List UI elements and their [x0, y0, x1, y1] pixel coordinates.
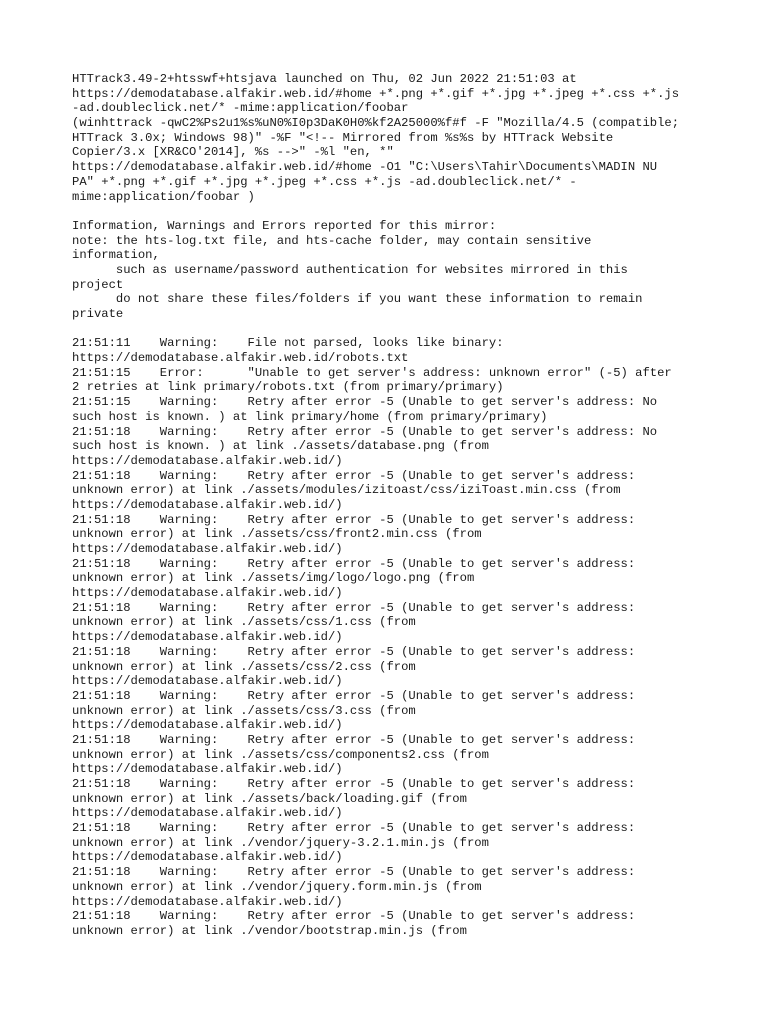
- log-line: -ad.doubleclick.net/* -mime:application/foobar: [72, 101, 409, 116]
- log-line: Copier/3.x [XR&CO'2014], %s -->" -%l "en, *": [72, 145, 394, 160]
- log-line: private: [72, 307, 124, 321]
- log-line: unknown error) at link ./vendor/bootstrap.min.js (from: [72, 923, 467, 938]
- log-line: 21:51:18 Warning: Retry after error -5 (Unable to get server's address: No: [72, 424, 658, 439]
- log-line: https://demodatabase.alfakir.web.id/): [72, 497, 343, 512]
- log-line: 21:51:18 Warning: Retry after error -5 (Unable to get server's address:: [72, 468, 636, 483]
- log-line: unknown error) at link ./vendor/jquery-3.2.1.min.js (from: [72, 835, 489, 850]
- log-line: https://demodatabase.alfakir.web.id/robots.txt: [72, 351, 409, 366]
- log-line: note: the hts-log.txt file, and hts-cache folder, may contain sensitive: [72, 233, 592, 248]
- log-line: https://demodatabase.alfakir.web.id/): [72, 453, 343, 468]
- log-line: https://demodatabase.alfakir.web.id/#home +*.png +*.gif +*.jpg +*.jpeg +*.css +*.js: [72, 86, 680, 101]
- log-line: https://demodatabase.alfakir.web.id/): [72, 586, 343, 601]
- log-line: such host is known. ) at link primary/home (from primary/primary): [72, 409, 548, 424]
- log-line: https://demodatabase.alfakir.web.id/): [72, 850, 343, 865]
- log-line: 21:51:18 Warning: Retry after error -5 (Unable to get server's address:: [72, 821, 636, 836]
- log-line: PA" +*.png +*.gif +*.jpg +*.jpeg +*.css +*.js -ad.doubleclick.net/* -: [72, 174, 577, 189]
- log-line: HTTrack3.49-2+htsswf+htsjava launched on Thu, 02 Jun 2022 21:51:03 at: [72, 72, 577, 86]
- log-line: unknown error) at link ./assets/css/components2.css (from: [72, 747, 489, 762]
- log-line: 21:51:11 Warning: File not parsed, looks like binary:: [72, 336, 504, 351]
- log-line: https://demodatabase.alfakir.web.id/#home -O1 "C:\Users\Tahir\Documents\MADIN NU: [72, 160, 658, 175]
- log-line: information,: [72, 248, 160, 263]
- log-line: 21:51:15 Error: "Unable to get server's address: unknown error" (-5) after: [72, 365, 672, 380]
- log-line: do not share these files/folders if you want these information to remain: [72, 292, 643, 307]
- log-line: 21:51:18 Warning: Retry after error -5 (Unable to get server's address:: [72, 777, 636, 791]
- log-line: 21:51:18 Warning: Retry after error -5 (Unable to get server's address:: [72, 512, 636, 527]
- log-line: https://demodatabase.alfakir.web.id/): [72, 630, 343, 645]
- log-document: [72, 72, 712, 939]
- log-line: HTTrack 3.0x; Windows 98)" -%F "<!-- Mirrored from %s%s by HTTrack Website: [72, 130, 614, 145]
- log-line: unknown error) at link ./assets/css/2.css (from: [72, 659, 416, 674]
- log-line: such as username/password authentication for websites mirrored in this: [72, 262, 628, 277]
- log-line: project: [72, 277, 124, 292]
- log-line: unknown error) at link ./assets/css/3.css (from: [72, 703, 416, 718]
- log-line: 21:51:18 Warning: Retry after error -5 (Unable to get server's address:: [72, 644, 636, 659]
- log-line: (winhttrack -qwC2%Ps2u1%s%uN0%I0p3DaK0H0%kf2A25000%f#f -F "Mozilla/4.5 (compatible;: [72, 116, 680, 131]
- log-line: 21:51:18 Warning: Retry after error -5 (Unable to get server's address:: [72, 556, 636, 571]
- blank-line: [72, 322, 712, 337]
- log-line: mime:application/foobar ): [72, 189, 255, 204]
- log-line: https://demodatabase.alfakir.web.id/): [72, 718, 343, 733]
- log-line: 21:51:18 Warning: Retry after error -5 (Unable to get server's address:: [72, 865, 636, 880]
- log-line: unknown error) at link ./assets/css/1.css (from: [72, 615, 416, 630]
- log-line: 2 retries at link primary/robots.txt (from primary/primary): [72, 380, 504, 395]
- log-line: unknown error) at link ./assets/css/front2.min.css (from: [72, 527, 482, 542]
- log-line: https://demodatabase.alfakir.web.id/): [72, 674, 343, 689]
- log-line: Information, Warnings and Errors reported for this mirror:: [72, 218, 497, 233]
- log-line: https://demodatabase.alfakir.web.id/): [72, 762, 343, 777]
- log-line: such host is known. ) at link ./assets/database.png (from: [72, 439, 489, 454]
- log-line: 21:51:18 Warning: Retry after error -5 (Unable to get server's address:: [72, 688, 636, 703]
- log-line: 21:51:18 Warning: Retry after error -5 (Unable to get server's address:: [72, 600, 636, 615]
- log-line: https://demodatabase.alfakir.web.id/): [72, 806, 343, 821]
- log-line: 21:51:15 Warning: Retry after error -5 (Unable to get server's address: No: [72, 395, 658, 410]
- log-line: https://demodatabase.alfakir.web.id/): [72, 894, 343, 909]
- log-line: 21:51:18 Warning: Retry after error -5 (Unable to get server's address:: [72, 909, 636, 924]
- blank-line: [72, 204, 712, 219]
- log-line: unknown error) at link ./assets/modules/izitoast/css/iziToast.min.css (from: [72, 483, 621, 498]
- log-line: 21:51:18 Warning: Retry after error -5 (Unable to get server's address:: [72, 732, 636, 747]
- log-line: unknown error) at link ./assets/back/loading.gif (from: [72, 791, 467, 806]
- log-line: https://demodatabase.alfakir.web.id/): [72, 542, 343, 556]
- log-line: unknown error) at link ./vendor/jquery.form.min.js (from: [72, 879, 482, 894]
- log-line: unknown error) at link ./assets/img/logo/logo.png (from: [72, 571, 475, 586]
